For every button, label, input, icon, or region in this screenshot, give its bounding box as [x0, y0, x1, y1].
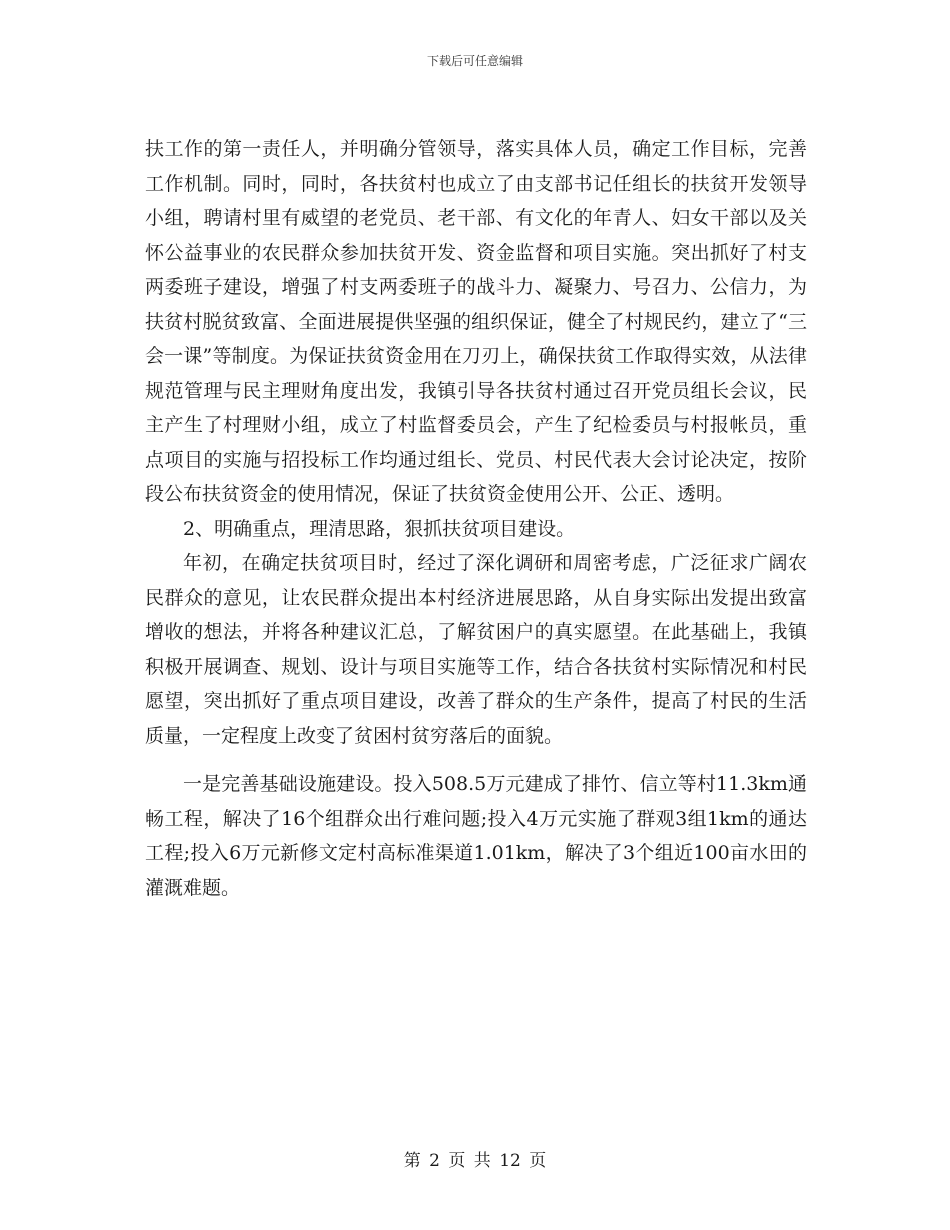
- page-footer: 第 2 页 共 12 页: [403, 1151, 547, 1171]
- paragraph: 一是完善基础设施建设。投入508.5万元建成了排竹、信立等村11.3km通畅工程，解决了16个组群众出行难问题;投入4万元实施了群观3组1km的通达工程;投入6万元新修文定村高标准渠道1.01km，解决了3个组近100亩水田的灌溉难题。: [145, 773, 807, 899]
- document-body: [145, 132, 807, 905]
- section-heading: 2、明确重点，理清思路，狠抓扶贫项目建设。: [183, 517, 576, 540]
- paragraph-continuation: 扶工作的第一责任人，并明确分管领导，落实具体人员，确定工作目标，完善工作机制。同时，同时，各扶贫村也成立了由支部书记任组长的扶贫开发领导小组，聘请村里有威望的老党员、老干部、有文化的年青人、妇女干部以及关怀公益事业的农民群众参加扶贫开发、资金监督和项目实施。突出抓好了村支两委班子建设，增强了村支两委班子的战斗力、凝聚力、号召力、公信力，为扶贫村脱贫致富、全面进展提供坚强的组织保证，健全了村规民约，建立了“三会一课”等制度。为保证扶贫资金用在刀刃上，确保扶贫工作取得实效，从法律规范管理与民主理财角度出发，我镇引导各扶贫村通过召开党员组长会议，民主产生了村理财小组，成立了村监督委员会，产生了纪检委员与村报帐员，重点项目的实施与招投标工作均通过组长、党员、村民代表大会讨论决定，按阶段公布扶贫资金的使用情况，保证了扶贫资金使用公开、公正、透明。: [145, 138, 807, 505]
- paragraph: 年初，在确定扶贫项目时，经过了深化调研和周密考虑，广泛征求广阔农民群众的意见，让农民群众提出本村经济进展思路，从自身实际出发提出致富增收的想法，并将各种建议汇总，了解贫困户的真实愿望。在此基础上，我镇积极开展调查、规划、设计与项目实施等工作，结合各扶贫村实际情况和村民愿望，突出抓好了重点项目建设，改善了群众的生产条件，提高了村民的生活质量，一定程度上改变了贫困村贫穷落后的面貌。: [145, 552, 807, 747]
- page-header: 下载后可任意编辑: [426, 54, 523, 68]
